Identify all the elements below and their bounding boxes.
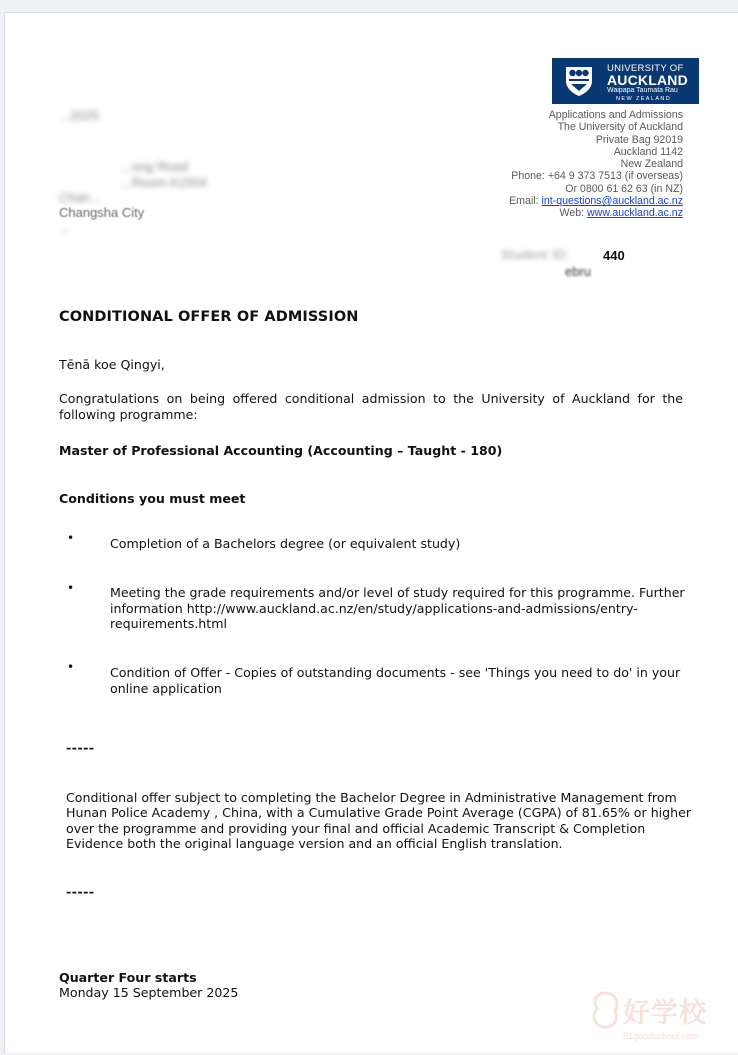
bullet-icon: • [67,581,75,595]
address-line: New Zealand [620,158,683,171]
student-id-label: Student ID: [501,248,569,262]
web-link[interactable]: www.auckland.ac.nz [587,207,683,220]
condition-note: Conditional offer subject to completing the Bachelor Degree in Administrative Management from Hunan Police Academy , China, with a Cumulative Grade Point Average (CGPA) of 81.65% or higher over the programme and providing your final and official Academic Transcript & Completion Evidence both the original language version and an official English translation. [66,790,692,851]
recipient-street: ...ong Road [121,159,189,174]
crest-icon [564,65,594,97]
separator: ----- [66,884,95,899]
recipient-city: Changsha City [59,205,145,220]
address-line: Applications and Admissions [548,109,683,121]
intro-paragraph: Congratulations on being offered conditional admission to the University of Auckland for the following programme: [59,391,683,422]
condition-item: Condition of Offer - Copies of outstanding documents - see 'Things you need to do' in your online application [110,665,681,696]
letter-page [4,12,738,1053]
phone-label: Phone: [511,170,545,183]
letter-title: CONDITIONAL OFFER OF ADMISSION [59,309,359,325]
logo-line-1: UNIVERSITY OF [607,63,684,74]
bullet-icon: • [67,531,75,545]
web-row [509,207,683,219]
recipient-district: Chan... [59,190,101,205]
bullet-icon: • [67,660,75,674]
logo-line-2: AUCKLAND [607,72,688,88]
watermark [587,985,737,1055]
address-line: Auckland 1142 [613,145,683,158]
email-label: Email: [509,195,539,208]
student-date-fragment: ebru [565,264,592,279]
sender-address [509,109,683,220]
phone-alt: Or 0800 61 62 63 (in NZ) [565,182,683,195]
watermark-logo-icon [589,989,621,1033]
student-id-value: 440 [603,248,625,263]
start-date: Monday 15 September 2025 [59,985,239,1000]
recipient-room: ...Room A1504 [121,175,207,190]
address-line: The University of Auckland [557,121,683,134]
programme-name: Master of Professional Accounting (Accounting – Taught - 180) [59,443,503,458]
condition-item: Completion of a Bachelors degree (or equivalent study) [110,536,461,551]
condition-item: Meeting the grade requirements and/or level of study required for this programme. Further information http://www.auckland.ac.nz/en/study/applications-and-admissions/entry-requirements.html [110,585,685,631]
logo-line-3: Waipapa Taumata Rau [607,87,678,94]
recipient-province: ... [59,220,70,235]
watermark-url: 51goodschool.com [623,1031,699,1041]
email-row [509,195,683,207]
conditions-heading: Conditions you must meet [59,491,246,506]
address-line: Private Bag 92019 [595,133,683,146]
web-label: Web: [559,207,585,220]
email-link[interactable]: int-questions@auckland.ac.nz [541,195,683,208]
watermark-text: 好学校 [623,998,707,1029]
phone-row [509,170,683,182]
greeting: Tēnā koe Qingyi, [59,357,165,372]
start-heading: Quarter Four starts [59,970,197,985]
logo-line-4: NEW ZEALAND [616,96,672,102]
separator: ----- [66,740,95,755]
university-logo [552,58,699,104]
phone-number: +64 9 373 7513 (if overseas) [547,170,683,183]
letter-date: ...2025 [59,108,99,123]
